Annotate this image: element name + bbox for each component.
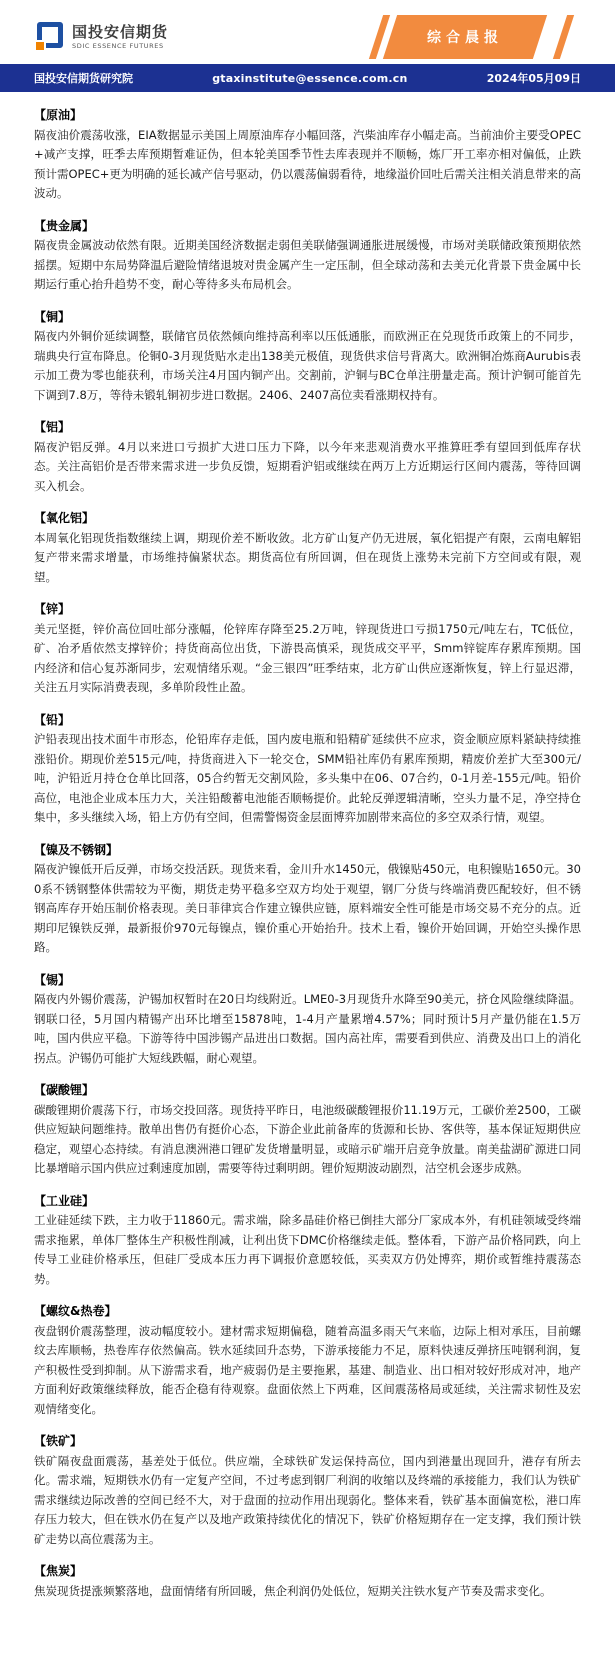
section-title: 【焦炭】 <box>34 1564 83 1578</box>
section-title: 【铜】 <box>34 309 71 324</box>
section-body: 隔夜沪铝反弹。4月以来进口亏损扩大进口压力下降，以今年来悲观消费水平推算旺季有望回到低库存状态。关注高铝价是否带来需求进一步负反馈，短期看沪铝或继续在两万上方近期运行区间内震荡，等待回调买入机会。 <box>34 439 581 493</box>
report-section <box>34 1081 581 1179</box>
brand-text <box>72 24 168 50</box>
report-section <box>34 1562 581 1601</box>
section-title: 【氧化铝】 <box>34 511 95 525</box>
section-body: 本周氧化铝现货指数继续上调，期现价差不断收敛。北方矿山复产仍无进展，氧化铝提产有限，云南电解铝复产带来需求增量，市场维持偏紧状态。期货高位有所回调，但在现货上涨势未完前下方空间或有限，观望。 <box>34 530 581 584</box>
info-bar <box>0 64 615 92</box>
report-section <box>34 841 581 958</box>
badge-right-sliver <box>553 15 574 59</box>
report-section <box>34 600 581 698</box>
report-section <box>34 1192 581 1290</box>
section-body: 隔夜内外锡价震荡，沪锡加权暂时在20日均线附近。LME0-3月现货升水降至90美元，挤仓风险继续降温。钢联口径，5月国内精锡产出环比增至15878吨，1-4月产量累增4.57%；同时预计5月产量仍能在1.5万吨，国内供应平稳。下游等待中国涉锡产品进出口数据。国内高社库，需要看到供应、消费及出口上的消化拐点。沪锡仍可能扩大短线跌幅，耐心观望。 <box>34 992 581 1065</box>
section-body: 工业硅延续下跌，主力收于11860元。需求端，除多晶硅价格已倒挂大部分厂家成本外，有机硅领域受终端需求拖累，单体厂整体生产积极性削减，让利出货下DMC价格继续走低。整体看，下游产品价格同跌，向上传导工业硅价格承压，但硅厂受成本压力再下调报价意愿较低，买卖双方仍处博弈，期价或暂维持震荡态势。 <box>34 1213 581 1286</box>
brand <box>34 22 168 52</box>
report-date: 2024年05月09日 <box>486 72 581 85</box>
section-title: 【原油】 <box>34 108 83 122</box>
report-section <box>34 509 581 587</box>
report-section <box>34 971 581 1069</box>
report-section <box>34 308 581 406</box>
section-body: 隔夜油价震荡收涨，EIA数据显示美国上周原油库存小幅回落，汽柴油库存小幅走高。当前油价主要受OPEC+减产支撑，旺季去库预期暂难证伪，但本轮美国季节性去库表现并不顺畅，炼厂开工率亦相对偏低，止跌预计需OPEC+更为明确的延长减产信号驱动，仍以震荡偏弱看待，地缘溢价回吐后需关注相关消息带来的高波动。 <box>34 127 581 200</box>
section-title: 【贵金属】 <box>34 218 95 233</box>
report-section <box>34 711 581 828</box>
report-section <box>34 1432 581 1549</box>
section-body: 碳酸锂期价震荡下行，市场交投回落。现货持平昨日，电池级碳酸锂报价11.19万元，工碳价差2500，工碳供应短缺问题维持。散单出售仍有挺价心态，下游企业此前备库的货源和长协、客供等，基本保证短期供应稳定，观望心态持续。有消息澳洲港口锂矿发货增量明显，或暗示矿端开启竞争放量。南美盐湖矿源进口同比暴增暗示国内供应过剩速度加剧，需要等待过剩明朗。锂价短期波动剧烈，沽空机会逐步成熟。 <box>34 1102 581 1175</box>
section-title: 【铅】 <box>34 712 71 727</box>
company-logo-icon <box>34 22 64 52</box>
section-title: 【锡】 <box>34 972 71 987</box>
report-type-badge <box>372 15 567 59</box>
section-body: 隔夜沪镍低开后反弹，市场交投活跃。现货来看，金川升水1450元，俄镍贴450元，电积镍贴1650元。300系不锈钢整体供需较为平衡，期货走势平稳多空双方均处于观望，钢厂分货与终端消费匹配较好，但不锈钢高库存开始压制价格表现。美日菲律宾合作建立镍供应链，原料端安全性可能是市场交易不充分的点。近期印尼镍铁反弹，最新报价970元每镍点，镍价重心开始抬升。技术上看，镍价开始回调，开始空头操作思路。 <box>34 862 581 954</box>
section-title: 【铁矿】 <box>34 1434 83 1448</box>
section-body: 隔夜内外铜价延续调整，联储官员依然倾向维持高利率以压低通胀，而欧洲正在兑现货币政策上的不同步，瑞典央行宣布降息。伦铜0-3月现货贴水走出138美元极值，现货供求信号背离大。欧洲铜冶炼商Aurubis表示加工费为零也能获利，市场关注4月国内铜产出。交割前，沪铜与BC仓单注册量走高。预计沪铜可能首先下调到7.8万，等待未锻轧铜初步进口数据。2406、2407高位卖看涨期权持有。 <box>34 329 581 402</box>
report-header <box>0 0 615 64</box>
section-body: 美元坚挺，锌价高位回吐部分涨幅，伦锌库存降至25.2万吨，锌现货进口亏损1750元/吨左右，TC低位，矿、冶矛盾依然支撑锌价；持货商高位出货，下游畏高慎采，现货成交平平，Smm锌锭库存累库预期。国内经济和信心复苏渐同步，宏观情绪乐观。“金三银四”旺季结束，北方矿山供应逐渐恢复，锌上行显迟滞，关注五月实际消费表现，多单阶段性止盈。 <box>34 621 581 694</box>
badge-body <box>383 15 547 59</box>
brand-name-cn: 国投安信期货 <box>72 23 169 42</box>
section-body: 焦炭现货提涨频繁落地，盘面情绪有所回暖，焦企利润仍处低位，短期关注铁水复产节奏及需求变化。 <box>34 1583 552 1598</box>
section-body: 隔夜贵金属波动依然有限。近期美国经济数据走弱但美联储强调通胀进展缓慢，市场对美联储政策预期依然摇摆。短期中东局势降温后避险情绪退坡对贵金属产生一定压制，但全球动荡和去美元化背景下贵金属中长期运行重心抬升趋势不变，耐心等待多头布局机会。 <box>34 238 581 291</box>
report-body <box>0 92 615 1601</box>
section-title: 【锌】 <box>34 602 71 616</box>
section-title: 【铝】 <box>34 420 71 434</box>
institute-name: 国投安信期货研究院 <box>34 72 133 85</box>
brand-name-en: SDIC ESSENCE FUTURES <box>72 41 164 50</box>
section-body: 沪铅表现出技术面牛市形态，伦铅库存走低，国内废电瓶和铅精矿延续供不应求，资金顺应原料紧缺持续推涨铅价。期现价差515元/吨，持货商进入下一轮交仓，SMM铅社库仍有累库预期，精废价差扩大至300元/吨，沪铅近月持仓仓单比回落，05合约暂无交割风险，多头集中在06、07合约，0-1月差-155元/吨。铅价高位，电池企业成本压力大，关注铅酸蓄电池能否顺畅提价。此轮反弹逻辑清晰，空头力量不足，净空持仓集中，多头继续入场，铅上方仍有空间，但需警惕资金层面博弈加剧带来高位的多空双杀行情，观望。 <box>34 732 581 824</box>
section-title: 【工业硅】 <box>34 1193 95 1208</box>
badge-label: 综合晨报 <box>427 30 503 46</box>
section-title: 【碳酸锂】 <box>34 1083 95 1097</box>
section-title: 【螺纹&热卷】 <box>34 1304 117 1318</box>
report-section <box>34 217 581 295</box>
report-section <box>34 418 581 496</box>
institute-email: gtaxinstitute@essence.com.cn <box>212 71 408 85</box>
section-body: 夜盘钢价震荡整理，波动幅度较小。建材需求短期偏稳，随着高温多雨天气来临，边际上相对承压，目前螺纹去库顺畅，热卷库存依然偏高。铁水延续回升态势，下游承接能力不足，原料快速反弹挤压吨钢利润，复产积极性受到抑制。从下游需求看，地产疲弱仍是主要拖累，基建、制造业、出口相对较好形成对冲，地产方面利好政策继续释放，能否企稳有待观察。盘面依然上下两难，区间震荡格局或延续，关注需求韧性及宏观情绪变化。 <box>34 1323 581 1416</box>
section-body: 铁矿隔夜盘面震荡，基差处于低位。供应端，全球铁矿发运保持高位，国内到港量出现回升，港存有所去化。需求端，短期铁水仍有一定复产空间，不过考虑到钢厂利润的收缩以及终端的承接能力，我们认为铁矿需求继续边际改善的空间已经不大，对于盘面的拉动作用出现弱化。整体来看，铁矿基本面偏宽松，港口库存压力较大，但在铁水仍在复产以及地产政策持续优化的情况下，铁矿价格短期存在一定支撑，我们预计铁矿走势以高位震荡为主。 <box>34 1453 581 1546</box>
logo-orange-square <box>34 40 46 52</box>
report-section <box>34 106 581 204</box>
report-section <box>34 1302 581 1419</box>
section-title: 【镍及不锈钢】 <box>34 842 119 857</box>
